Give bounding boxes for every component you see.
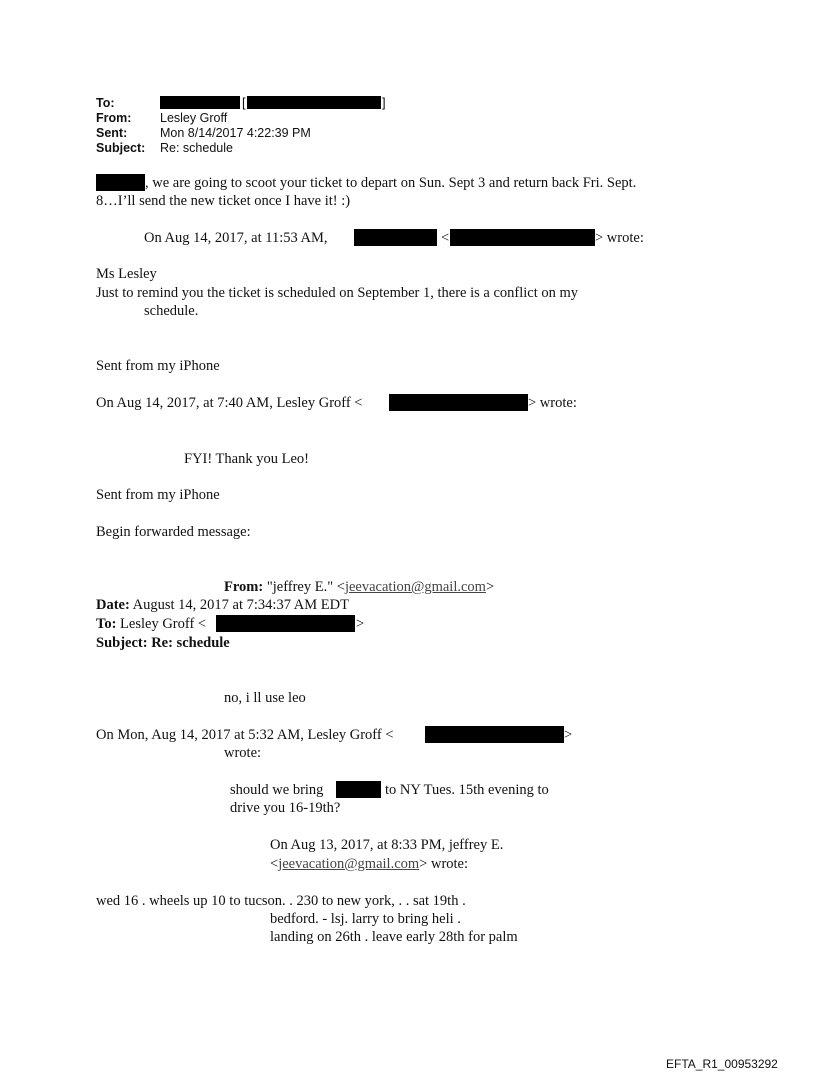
quote3-intro-wrote: wrote: (224, 745, 262, 761)
quote4-lt: < (270, 856, 279, 872)
subject-value: Re: schedule (160, 141, 233, 155)
redaction (160, 96, 240, 109)
from-label: From: (96, 111, 132, 125)
redaction (389, 394, 528, 411)
sent-label: Sent: (96, 126, 128, 140)
fwd-subject-line (96, 634, 230, 652)
redaction (425, 726, 564, 743)
fwd-to-line (96, 615, 206, 633)
redaction (336, 781, 381, 798)
email-header (96, 96, 496, 158)
bracket-open-icon: [ (242, 95, 246, 110)
quote1-greeting: Ms Lesley (96, 266, 157, 282)
fwd-subject-value: Re: schedule (151, 635, 230, 651)
quote1-body-1: Just to remind you the ticket is scheduled on September 1, there is a conflict on my (96, 285, 579, 301)
redaction (96, 174, 145, 191)
quote4-intro-2 (270, 855, 468, 873)
fwd-to-value: Lesley Groff < (120, 616, 207, 632)
quote2-signature: Sent from my iPhone (96, 487, 220, 503)
quote1-body-2: schedule. (144, 303, 199, 319)
fwd-date-value: August 14, 2017 at 7:34:37 AM EDT (132, 597, 349, 613)
fwd-to-label: To: (96, 616, 117, 632)
fwd-subject-label: Subject: (96, 635, 148, 651)
quote1-intro-end: > wrote: (595, 230, 644, 246)
fwd-from-line (224, 578, 494, 596)
fwd-date-line (96, 596, 349, 614)
fwd-body: no, i ll use leo (224, 690, 306, 706)
forward-label: Begin forwarded message: (96, 524, 251, 540)
quote3-body-1-end: to NY Tues. 15th evening to (385, 782, 549, 798)
quote1-lt: < (441, 230, 450, 246)
reply-line-2: 8…I’ll send the new ticket once I have it! :) (96, 193, 351, 209)
quote2-intro: On Aug 14, 2017, at 7:40 AM, Lesley Groff < (96, 395, 363, 411)
fwd-to-close: > (356, 616, 365, 632)
reply-line-1: , we are going to scoot your ticket to depart on Sun. Sept 3 and return back Fri. Sept. (145, 175, 637, 191)
quote2-body: FYI! Thank you Leo! (184, 451, 309, 467)
quote1-intro: On Aug 14, 2017, at 11:53 AM, (144, 230, 328, 246)
quote3-intro-close: > (564, 727, 573, 743)
redaction (450, 229, 595, 246)
sent-value: Mon 8/14/2017 4:22:39 PM (160, 126, 311, 140)
from-value: Lesley Groff (160, 111, 228, 125)
to-label: To: (96, 96, 115, 110)
redaction (216, 615, 355, 632)
quote4-email-link[interactable]: jeevacation@gmail.com (278, 856, 420, 872)
quote1-signature: Sent from my iPhone (96, 358, 220, 374)
bracket-close-icon: ] (382, 95, 386, 110)
quote4-intro-end: > wrote: (419, 856, 469, 872)
quote4-line-2: bedford. - lsj. larry to bring heli . (270, 911, 461, 927)
fwd-from-label: From: (224, 579, 264, 595)
quote3-body-2: drive you 16-19th? (230, 800, 341, 816)
subject-label: Subject: (96, 141, 146, 155)
redaction (247, 96, 381, 109)
quote3-body-1: should we bring (230, 782, 324, 798)
quote4-line-1: wed 16 . wheels up 10 to tucson. . 230 to new york, . . sat 19th . (96, 893, 466, 909)
quote3-intro: On Mon, Aug 14, 2017 at 5:32 AM, Lesley Groff < (96, 727, 394, 743)
fwd-from-email-link[interactable]: jeevacation@gmail.com (344, 579, 486, 595)
document-id: EFTA_R1_00953292 (666, 1057, 778, 1071)
quote4-line-3: landing on 26th . leave early 28th for palm (270, 929, 518, 945)
quote2-intro-end: > wrote: (528, 395, 577, 411)
quote4-intro-1: On Aug 13, 2017, at 8:33 PM, jeffrey E. (270, 837, 504, 853)
fwd-date-label: Date: (96, 597, 130, 613)
fwd-from-name: "jeffrey E." < (266, 579, 345, 595)
redaction (354, 229, 437, 246)
fwd-from-close: > (485, 579, 495, 595)
